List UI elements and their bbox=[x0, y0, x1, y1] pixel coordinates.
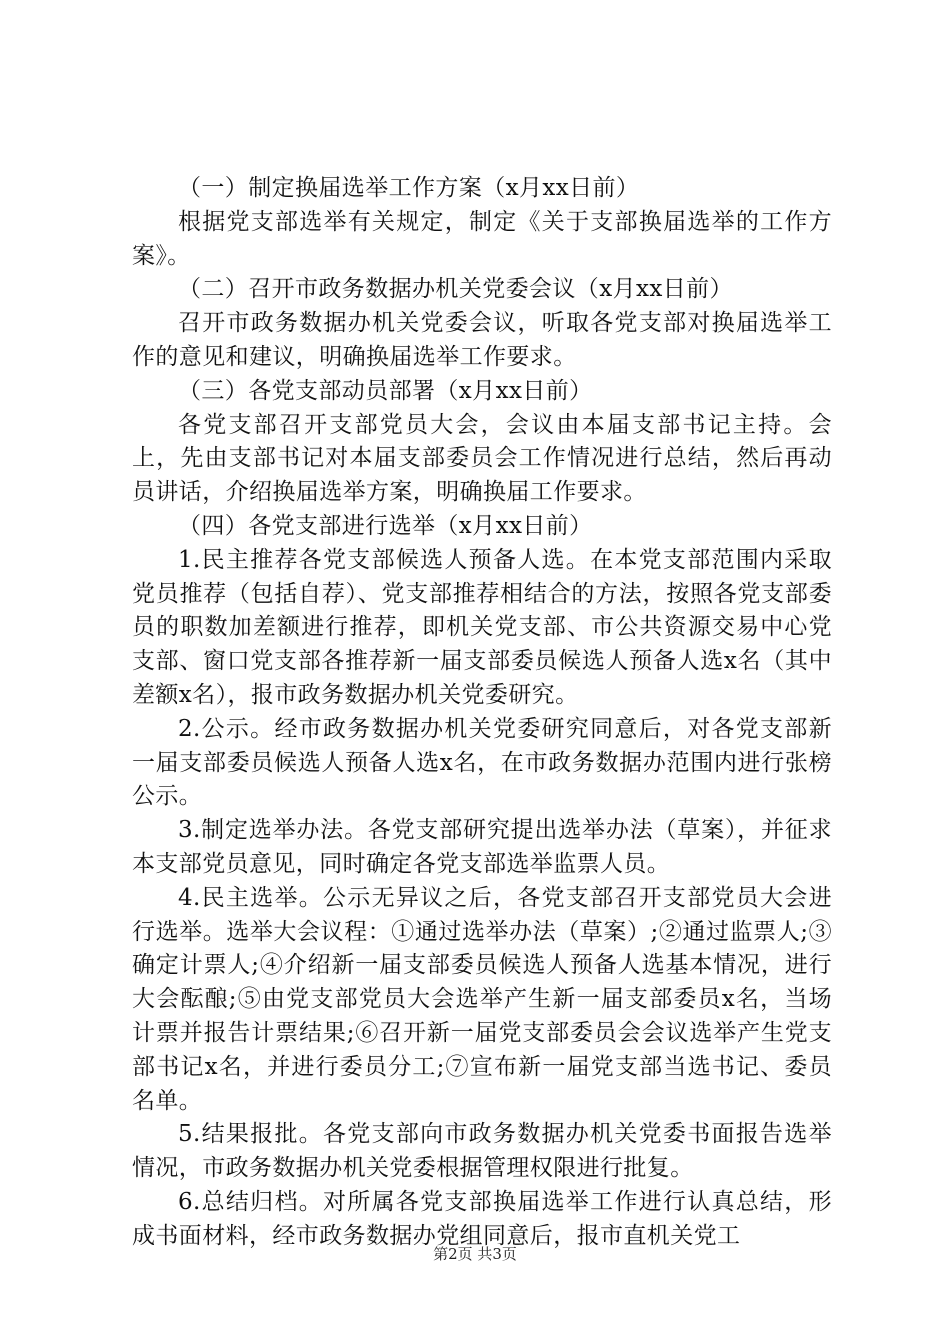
document-body bbox=[132, 172, 832, 1254]
section-heading-1: （一）制定换届选举工作方案（x月xx日前） bbox=[178, 175, 640, 201]
section-heading-2: （二）召开市政务数据办机关党委会议（x月xx日前） bbox=[178, 276, 733, 303]
list-item: 5.结果报批。各党支部向市政务数据办机关党委书面报告选举情况，市政务数据办机关党委根据管理权限进行批复。 bbox=[132, 1121, 832, 1182]
list-item: 1.民主推荐各党支部候选人预备人选。在本党支部范围内采取党员推荐（包括自荐）、党支部推荐相结合的方法，按照各党支部委员的职数加差额进行推荐，即机关党支部、市公共资源交易中心党支部、窗口党支部各推荐新一届支部委员候选人预备人选x名（其中差额x名），报市政务数据办机关党委研究。 bbox=[132, 546, 832, 708]
page-number-footer: 第2页 共3页 bbox=[433, 1245, 517, 1263]
section-heading-4: （四）各党支部进行选举（x月xx日前） bbox=[178, 512, 593, 539]
list-item: 4.民主选举。公示无异议之后，各党支部召开支部党员大会进行选举。选举大会议程：①通过选举办法（草案）;②通过监票人;③确定计票人;④介绍新一届支部委员候选人预备人选基本情况，进行大会酝酿;⑤由党支部党员大会选举产生新一届支部委员x名，当场计票并报告计票结果;⑥召开新一届党支部委员会会议选举产生党支部书记x名，并进行委员分工;⑦宣布新一届党支部当选书记、委员名单。 bbox=[132, 884, 832, 1114]
body-paragraph: 根据党支部选举有关规定，制定《关于支部换届选举的工作方案》。 bbox=[132, 208, 832, 269]
section-heading-3: （三）各党支部动员部署（x月xx日前） bbox=[178, 377, 593, 404]
list-item: 6.总结归档。对所属各党支部换届选举工作进行认真总结，形成书面材料，经市政务数据办党组同意后，报市直机关党工 bbox=[132, 1188, 832, 1249]
list-item: 3.制定选举办法。各党支部研究提出选举办法（草案），并征求本支部党员意见，同时确定各党支部选举监票人员。 bbox=[132, 817, 832, 877]
body-paragraph: 召开市政务数据办机关党委会议，听取各党支部对换届选举工作的意见和建议，明确换届选举工作要求。 bbox=[132, 310, 832, 370]
list-item: 2.公示。经市政务数据办机关党委研究同意后，对各党支部新一届支部委员候选人预备人选x名，在市政务数据办范围内进行张榜公示。 bbox=[132, 715, 832, 810]
body-paragraph: 各党支部召开支部党员大会，会议由本届支部书记主持。会上，先由支部书记对本届支部委员会工作情况进行总结，然后再动员讲话，介绍换届选举方案，明确换届工作要求。 bbox=[132, 411, 832, 506]
